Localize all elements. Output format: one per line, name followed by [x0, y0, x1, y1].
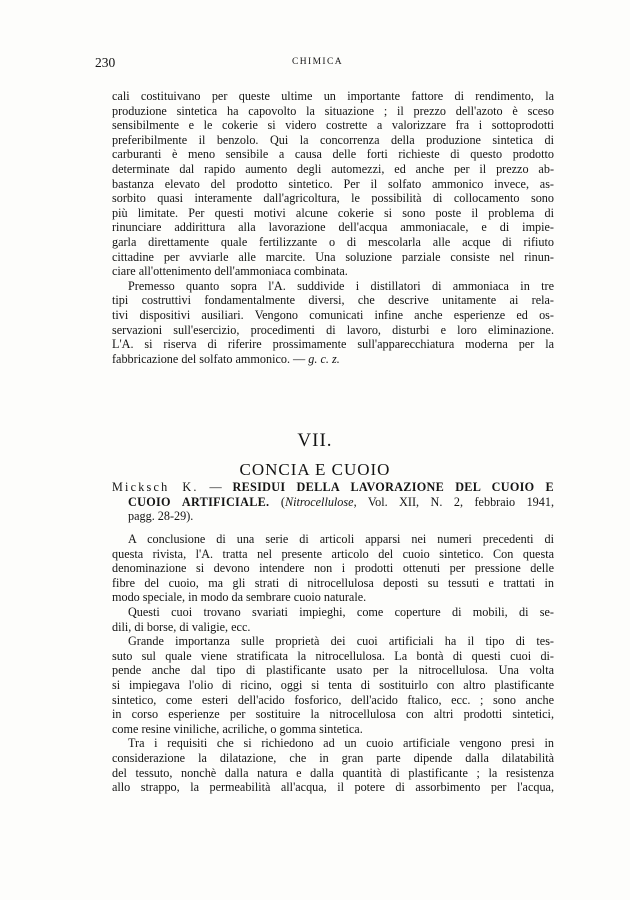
text-line: modo speciale, in modo da sembrare cuoio naturale. [112, 590, 367, 605]
text-line: in corso esperienze per sostituire la nitrocellulosa con altri prodotti sintetici, [112, 707, 554, 722]
entry-author: Micksch K. [112, 480, 199, 494]
text-line: del tessuto, nonchè dalla natura e dalla quantità di plastificante ; la resistenza [112, 765, 554, 780]
text-line: sintetico, come esteri dell'acido fosforico, dell'acido ftalico, ecc. ; sono anche [112, 692, 554, 707]
text-line: determinate dal rapido aumento degli automezzi, ed anche per il prezzo ab- [112, 161, 554, 176]
abstract-continuation [112, 89, 554, 366]
text-line: si impiegava l'olio di ricino, oggi si tenta di sostituirlo con altro plastificante [112, 677, 554, 692]
paragraph-2 [112, 279, 554, 367]
text-line: bastanza elevato del prodotto sintetico. Per il solfato ammonico invece, as- [112, 176, 554, 191]
text-line: L'A. si riserva di riferire prossimamente sull'apparecchiatura moderna per la [112, 337, 554, 352]
article-abstract [112, 532, 554, 795]
text-line: Tra i requisiti che si richiedono ad un cuoio artificiale vengono presi in [128, 736, 554, 751]
entry-dash: — [198, 480, 233, 494]
paragraph-4 [112, 605, 554, 634]
section-title: CONCIA E CUOIO [239, 460, 391, 479]
running-head: CHIMICA [292, 57, 343, 67]
entry-line [112, 480, 554, 495]
text-line: tipi costruttivi fondamentalmente diversi, che descrive unitamente ai rela- [112, 293, 554, 308]
paragraph-1 [112, 89, 554, 279]
text-line: allo strappo, la permeabilità all'acqua, il potere di assorbimento per l'acqua, [112, 780, 554, 795]
text-line: A conclusione di una serie di articoli apparsi nei numeri precedenti di [128, 532, 554, 546]
text-line: tivi dispositivi ausiliari. Vengono comunicati infine anche esperienze ed os- [112, 307, 554, 322]
text-line: più limitate. Per questi motivi alcune cokerie si sono poste il problema di [112, 205, 554, 220]
citation-details: , Vol. XII, N. 2, febbraio 1941, [353, 494, 555, 509]
reviewer-signature: g. c. z. [308, 351, 340, 366]
text-line: carburanti è meno sensibile a causa delle forti richieste di questo prodotto [112, 147, 554, 162]
section-number: VII. [297, 430, 333, 451]
closing-text: fabbricazione del solfato ammonico. — [112, 351, 306, 366]
text-line: ciare all'ottenimento dell'ammoniaca combinata. [112, 264, 348, 279]
text-line [112, 352, 554, 367]
text-line: considerazione la dilatazione, che in gran parte dipende dalla dilatabilità [112, 750, 554, 765]
bibliographic-entry [112, 480, 554, 524]
text-line: sensibilmente e le cokerie si videro costrette a valorizzare fra i sottoprodotti [112, 118, 554, 133]
text-line: pende anche dal tipo di plastificante usato per la nitrocellulosa. Una volta [112, 663, 554, 678]
text-line: come resine viniliche, acriliche, o gomma sintetica. [112, 721, 363, 736]
text-line: preferibilmente il benzolo. Qui la concorrenza della produzione sintetica di [112, 132, 554, 147]
paragraph-3 [112, 532, 554, 605]
paragraph-5 [112, 634, 554, 736]
text-line: Premesso quanto sopra l'A. suddivide i distillatori di ammoniaca in tre [128, 278, 554, 293]
page-number: 230 [95, 55, 116, 70]
text-line: questa rivista, l'A. tratta nel presente articolo del cuoio sintetico. Con questa [112, 546, 554, 561]
text-line: Grande importanza sulle proprietà dei cuoi artificiali ha il tipo di tes- [128, 634, 554, 649]
text-line: produzione sintetica ha capovolto la situazione ; il prezzo dell'azoto è sceso [112, 103, 554, 118]
journal-name: Nitrocellulose [284, 494, 354, 509]
page-header [95, 55, 540, 73]
text-line: rinunciare addirittura alla lavorazione dell'acqua ammoniacale, e di impie- [112, 220, 554, 235]
text-line: dili, di borse, di valigie, ecc. [112, 619, 251, 634]
entry-pages: pagg. 28-29). [128, 509, 194, 524]
text-line: fibre del cuoio, ma gli strati di nitrocellulosa deposti su tessuti e trattati in [112, 575, 554, 590]
entry-title: RESIDUI DELLA LAVORAZIONE DEL CUOIO E [232, 480, 554, 494]
text-line: cali costituivano per queste ultime un importante fattore di rendimento, la [112, 89, 554, 103]
paragraph-6 [112, 736, 554, 794]
text-line: suto sul quale viene stratificata la nitrocellulosa. La bontà di questi cuoi di- [112, 648, 554, 663]
entry-line: CUOIO ARTIFICIALE. (Nitrocellulose, Vol. XII, N. 2, febbraio 1941, [128, 494, 555, 509]
text-line: Questi cuoi trovano svariati impieghi, come coperture di mobili, di se- [128, 604, 554, 619]
text-line: denominazione si devono intendere non i prodotti ottenuti per pressione delle [112, 561, 554, 576]
text-line: servazioni sull'esercizio, procedimenti di lavoro, disturbi e loro eliminazione. [112, 322, 554, 337]
text-line: garla direttamente quale fertilizzante o di mescolarla alle acque di rifiuto [112, 234, 554, 249]
text-line: sorbito quasi interamente dall'agricoltura, le possibilità di collocamento sono [112, 191, 554, 206]
entry-title-cont: CUOIO ARTIFICIALE. [128, 494, 270, 509]
text-line: cittadine per avviarle alle marcite. Una soluzione parziale consiste nel rinun- [112, 249, 554, 264]
